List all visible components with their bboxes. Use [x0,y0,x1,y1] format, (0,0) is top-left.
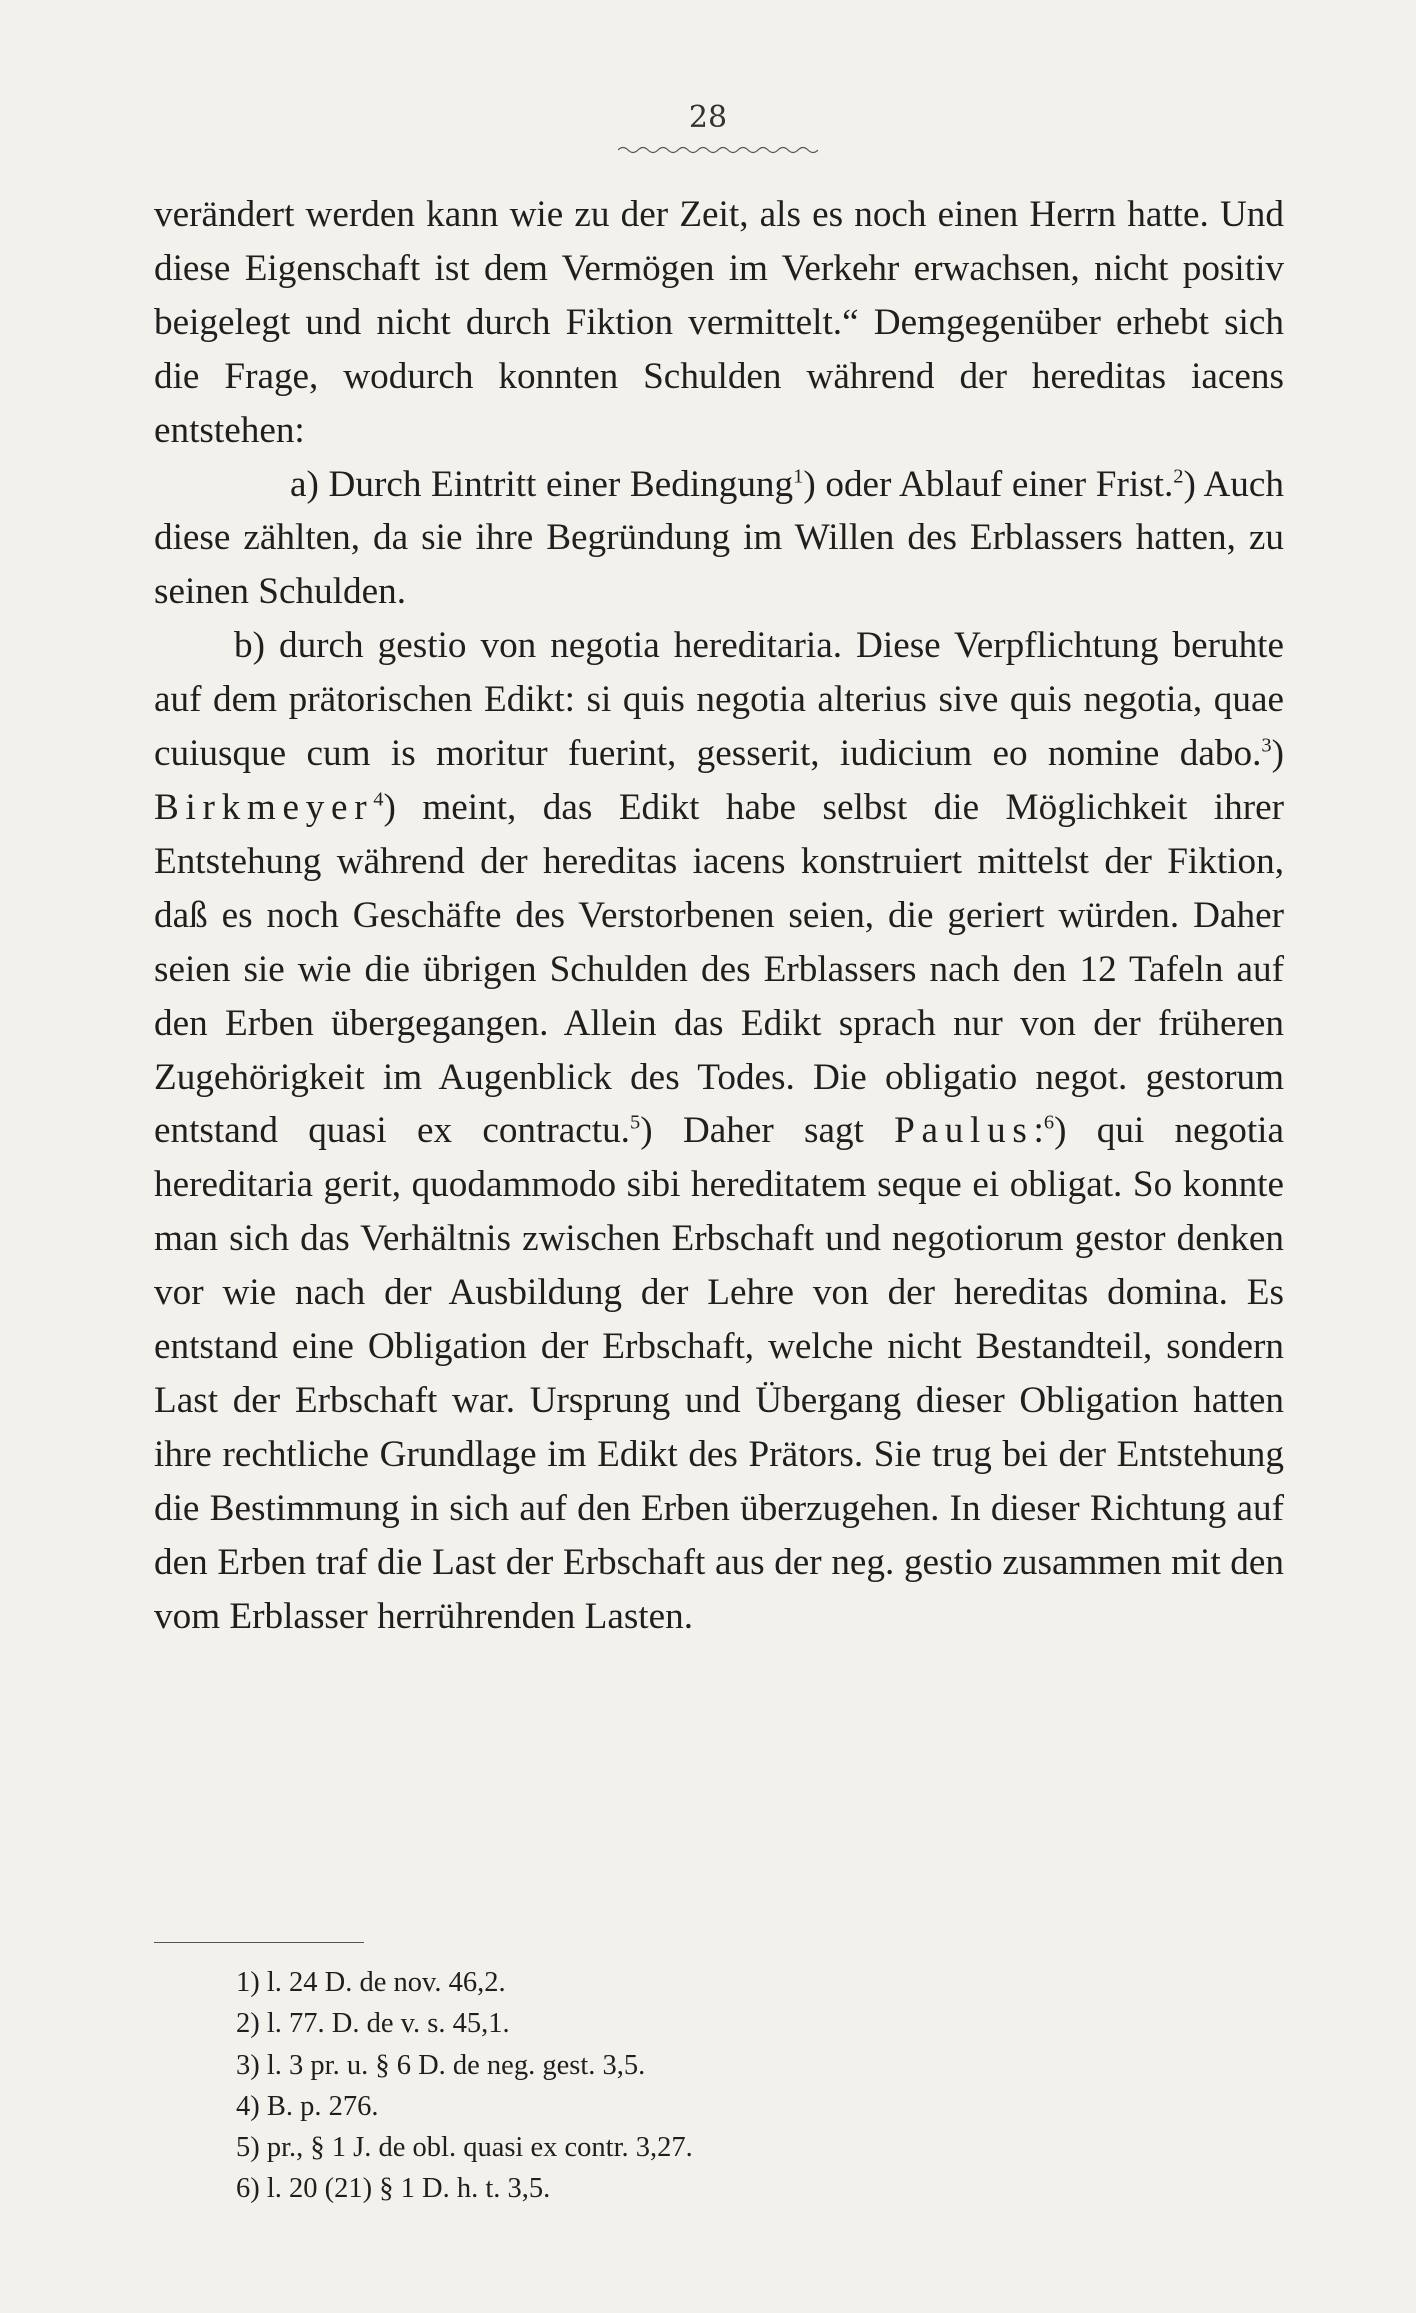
footnote-2: 2) l. 77. D. de v. s. 45,1. [236,2008,510,2040]
page-number: 28 [688,100,728,135]
body-text [154,188,1284,1643]
footnote-1: 1) l. 24 D. de nov. 46,2. [236,1967,506,1998]
footnote-divider [154,1942,364,1943]
author-name-birkmeyer: Birkmeyer [154,786,374,828]
paragraph-b-part3: ) meint, das Edikt habe selbst die Möglichkeit ihrer Entstehung während der hereditas iacens konstruiert mittelst der Fiktion, daß es noch Geschäfte des Verstorbenen seien, die geriert würden. Daher seien sie wie die übrigen Schulden des Erblassers nach den 12 Tafeln auf den Erben übergegangen. Allein das Edikt sprach nur von der früheren Zugehörigkeit im Augenblick des Todes. Die obligatio negot. gestorum entstand quasi ex contractu. [154,786,1284,1152]
footnote-ref-1: 1 [793,465,804,488]
author-name-paulus: Paulus [894,1110,1034,1152]
header-ornament [618,145,818,155]
footnote-5: 5) pr., § 1 J. de obl. quasi ex contr. 3,27. [236,2132,693,2164]
paragraph-a-part3: ) Auch diese zählten, da sie ihre Begründung im Willen des Erblassers hatten, zu seinen Schulden. [154,463,1284,613]
paragraph-b [154,619,1284,1643]
paragraph-a-part1: a) Durch Eintritt einer Bedingung [290,463,794,505]
footnote-ref-4: 4 [373,788,384,811]
footnote-6: 6) l. 20 (21) § 1 D. h. t. 3,5. [236,2173,551,2205]
footnote-3: 3) l. 3 pr. u. § 6 D. de neg. gest. 3,5. [236,2049,646,2081]
paragraph-b-part2: ) [1271,733,1284,775]
footnote-ref-5: 5 [629,1112,641,1135]
paragraph-b-part1: b) durch gestio von negotia hereditaria. Diese Verpflichtung beruhte auf dem prätorischen Edikt: si quis negotia alterius sive quis negotia, quae cuiusque cum is moritur fuerint, gesserit, iudicium eo nomine dabo. [154,625,1284,775]
paragraph-a-part2: ) oder Ablauf einer Frist. [803,463,1174,505]
footnotes [236,1962,1136,2210]
footnote-4: 4) B. p. 276. [236,2090,379,2122]
paragraph-b-part5: ) qui negotia hereditaria gerit, quodammodo sibi hereditatem seque ei obligat. So konnte man sich das Verhältnis zwischen Erbschaft und negotiorum gestor denken vor wie nach der Ausbildung der Lehre von der hereditas domina. Es entstand eine Obligation der Erbschaft, welche nicht Bestandteil, sondern Last der Erbschaft war. Ursprung und Übergang dieser Obligation hatten ihre rechtliche Grundlage im Edikt des Prätors. Sie trug bei der Entstehung die Bestimmung in sich auf den Erben überzugehen. In dieser Richtung auf den Erben traf die Last der Erbschaft aus der neg. gestio zusammen mit den vom Erblasser herrührenden Lasten. [154,1110,1285,1637]
paragraph-a [154,458,1284,620]
paragraph-b-colon: : [1033,1110,1044,1152]
paragraph-b-part4: ) Daher sagt [640,1110,895,1152]
footnote-ref-2: 2 [1173,465,1184,488]
paragraph-intro: verändert werden kann wie zu der Zeit, als es noch einen Herrn hatte. Und diese Eigenschaft ist dem Vermögen im Verkehr erwachsen, nicht positiv beigelegt und nicht durch Fiktion vermittelt.“ Demgegenüber erhebt sich die Frage, wodurch konnten Schulden während der hereditas iacens entstehen: [154,194,1284,451]
footnote-ref-3: 3 [1261,734,1272,757]
footnote-ref-6: 6 [1043,1112,1055,1135]
